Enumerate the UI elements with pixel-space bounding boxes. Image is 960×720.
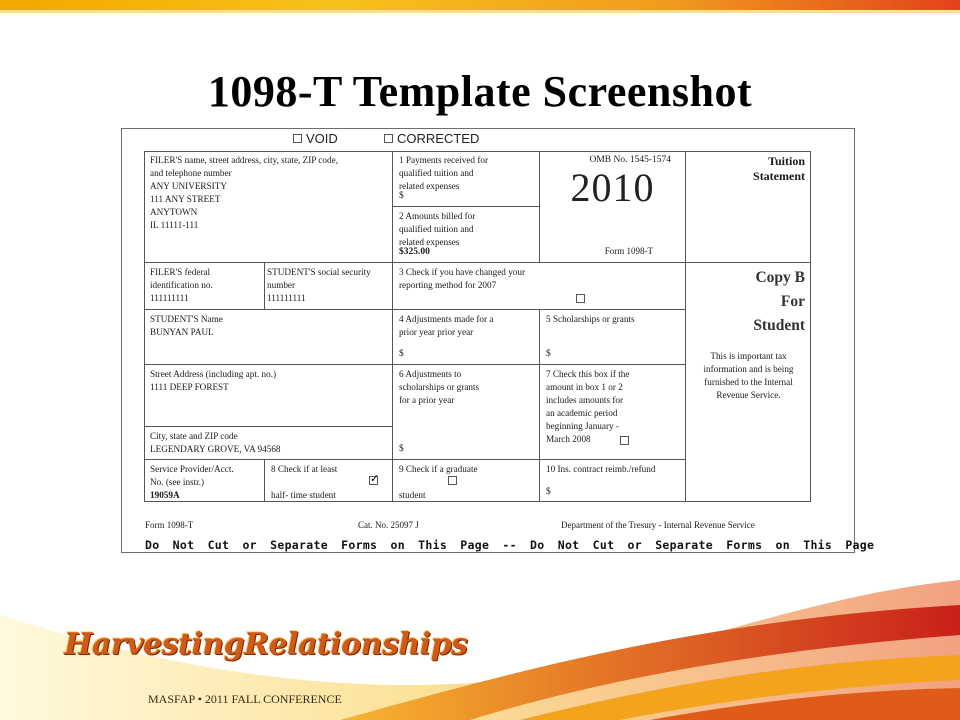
box9-checkbox[interactable] <box>448 476 457 485</box>
copy-b-title: Copy B For Student <box>753 269 805 334</box>
corrected-option[interactable] <box>384 131 479 146</box>
void-checkbox[interactable] <box>293 134 302 143</box>
box5-cell <box>540 310 686 365</box>
box9-label: 9 Check if a graduate student <box>399 464 478 500</box>
box2-amount: $325.00 <box>399 247 430 257</box>
top-accent-line <box>0 10 960 13</box>
box10-dollar: $ <box>546 487 551 497</box>
box8-label: 8 Check if at least half- time student <box>271 464 338 500</box>
box6-label: 6 Adjustments to scholarships or grants for a prior year <box>399 369 480 405</box>
tuition-statement: Tuition Statement <box>753 154 805 183</box>
omb-number: OMB No. 1545-1574 <box>589 155 671 165</box>
footer-form: Form 1098-T <box>145 520 194 530</box>
city-state-zip: City, state and ZIP code LEGENDARY GROVE, VA 94568 <box>150 431 281 454</box>
footer-dept: Department of the Tresury - Internal Revenue Service <box>561 520 755 530</box>
filer-info-cell <box>144 151 393 263</box>
box8-checkbox[interactable] <box>369 476 378 485</box>
box10-cell <box>540 460 686 502</box>
top-accent-bar <box>0 0 960 10</box>
box3-checkbox[interactable] <box>576 294 585 303</box>
student-name: STUDENT'S Name BUNYAN PAUL <box>150 314 223 337</box>
student-ssn: STUDENT'S social security number 111111111 <box>267 267 371 303</box>
box7-checkbox[interactable] <box>620 436 629 445</box>
box2-cell <box>393 207 540 263</box>
box6-cell <box>393 365 540 460</box>
conference-caption: MASFAP • 2011 FALL CONFERENCE <box>148 692 342 706</box>
slide-title: 1098-T Template Screenshot <box>207 67 753 116</box>
service-provider-no: 19059A <box>150 490 180 500</box>
copy-note: This is important tax information and is being furnished to the Internal Revenue Service. <box>703 351 794 400</box>
box2-label: 2 Amounts billed for qualified tuition and related expenses <box>399 211 476 247</box>
filer-fed-id-cell <box>144 263 265 310</box>
box7-label: 7 Check this box if the amount in box 1 or 2 includes amounts for an academic period beginning January - March 2008 <box>546 369 630 444</box>
box1-cell <box>393 151 540 207</box>
filer-fed-id: FILER'S federal identification no. 111111111 <box>150 267 213 303</box>
student-ssn-cell <box>265 263 393 310</box>
box4-cell <box>393 310 540 365</box>
box4-dollar: $ <box>399 349 404 359</box>
footer-cat: Cat. No. 25097 J <box>358 520 419 530</box>
box4-label: 4 Adjustments made for a prior year prior year <box>399 314 494 337</box>
box7-cell <box>540 365 686 460</box>
box5-label: 5 Scholarships or grants <box>546 314 635 324</box>
form-footer <box>145 520 803 532</box>
service-provider: Service Provider/Acct. No. (see instr.) <box>150 464 234 487</box>
box1-label: 1 Payments received for qualified tuition and related expenses <box>399 155 489 191</box>
corrected-label: CORRECTED <box>397 131 480 146</box>
box1-dollar: $ <box>399 191 404 201</box>
form-label: Form 1098-T <box>604 246 653 256</box>
void-label: VOID <box>306 131 338 146</box>
tax-year: 2010 <box>570 165 655 210</box>
city-cell <box>144 427 393 460</box>
street-address: Street Address (including apt. no.) 1111 DEEP FOREST <box>150 369 277 392</box>
box9-cell <box>393 460 540 502</box>
box5-dollar: $ <box>546 349 551 359</box>
copy-b-cell <box>686 263 811 502</box>
service-provider-cell <box>144 460 265 502</box>
student-name-cell <box>144 310 393 365</box>
box3-label: 3 Check if you have changed your reporting method for 2007 <box>399 267 526 290</box>
omb-year-cell <box>540 151 686 263</box>
corrected-checkbox[interactable] <box>384 134 393 143</box>
cut-warning: Do Not Cut or Separate Forms on This Page -- Do Not Cut or Separate Forms on This Page <box>145 538 875 552</box>
box6-dollar: $ <box>399 444 404 454</box>
form-1098t <box>144 151 811 502</box>
tuition-statement-cell <box>686 151 811 263</box>
box3-cell <box>393 263 686 310</box>
filer-info: FILER'S name, street address, city, state, ZIP code, and telephone number ANY UNIVERSITY 111 ANY STREET ANYTOWN IL 11111-111 <box>150 155 338 230</box>
void-option[interactable] <box>293 131 338 146</box>
box8-cell <box>265 460 393 502</box>
harvesting-relationships-logo: HarvestingRelationships <box>64 627 468 662</box>
box10-label: 10 Ins. contract reimb./refund <box>546 464 656 474</box>
street-cell <box>144 365 393 427</box>
